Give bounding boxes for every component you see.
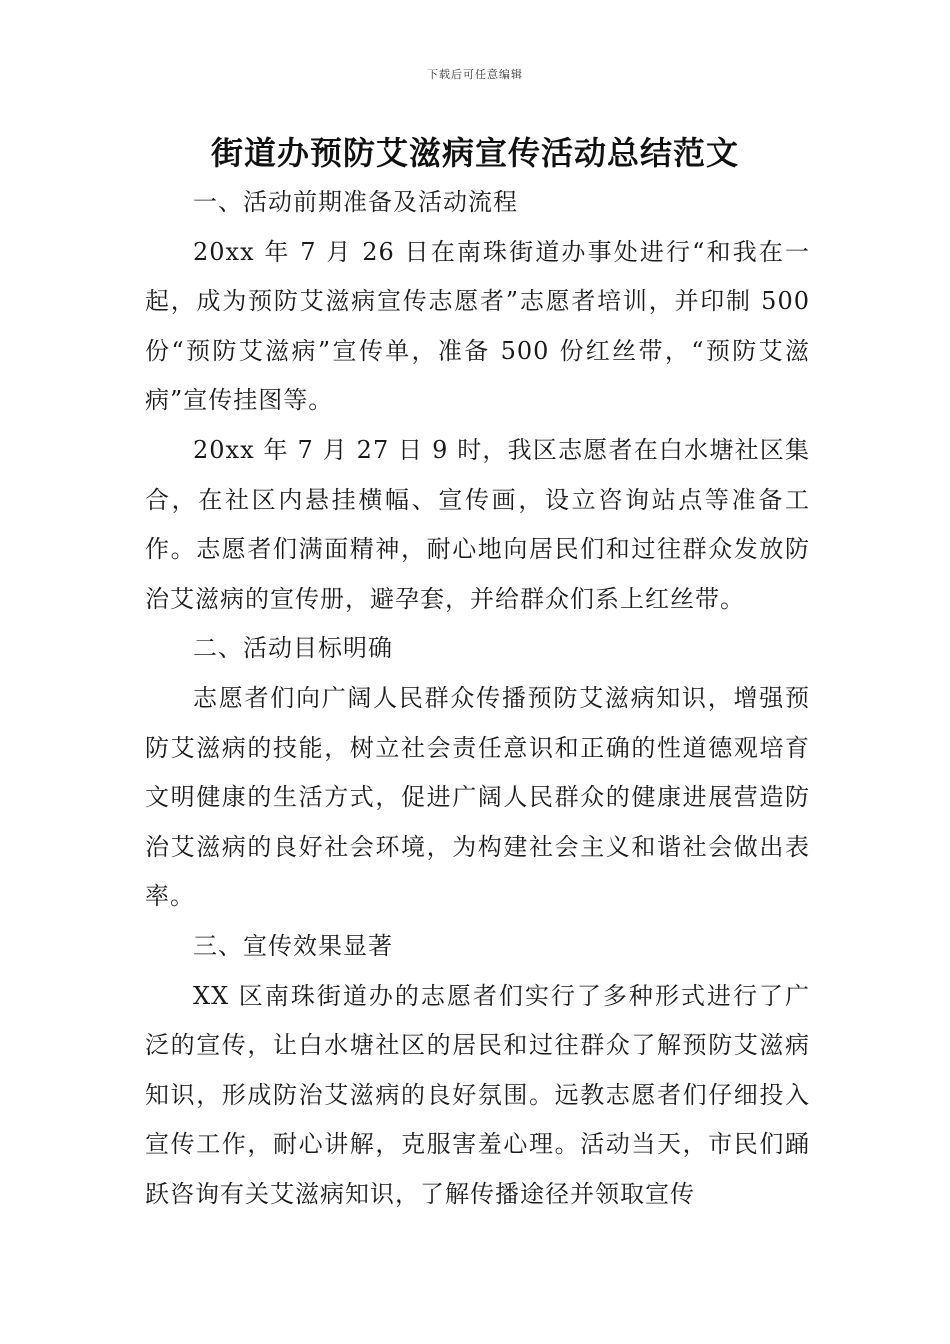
paragraph-effect: XX 区南珠街道办的志愿者们实行了多种形式进行了广泛的宣传，让白水塘社区的居民和过往群众了解预防艾滋病知识，形成防治艾滋病的良好氛围。远教志愿者们仔细投入宣传工作，耐心讲解，克服害羞心理。活动当天，市民们踊跃咨询有关艾滋病知识，了解传播途径并领取宣传 bbox=[145, 981, 810, 1208]
page-title: 街道办预防艾滋病宣传活动总结范文 bbox=[210, 134, 739, 172]
paragraph-training: 20xx 年 7 月 26 日在南珠街道办事处进行“和我在一起，成为预防艾滋病宣传志愿者”志愿者培训，并印制 500 份“预防艾滋病”宣传单，准备 500 份红丝带，“预防艾滋病”宣传挂图等。 bbox=[145, 237, 810, 415]
section-heading-preparation: 一、活动前期准备及活动流程 bbox=[193, 188, 518, 216]
paragraph-event-day: 20xx 年 7 月 27 日 9 时，我区志愿者在白水塘社区集合，在社区内悬挂横幅、宣传画，设立咨询站点等准备工作。志愿者们满面精神，耐心地向居民们和过往群众发放防治艾滋病的宣传册，避孕套，并给群众们系上红丝带。 bbox=[145, 435, 810, 613]
document-body bbox=[145, 178, 810, 1219]
paragraph-goals: 志愿者们向广阔人民群众传播预防艾滋病知识，增强预防艾滋病的技能，树立社会责任意识和正确的性道德观培育文明健康的生活方式，促进广阔人民群众的健康进展营造防治艾滋病的良好社会环境，为构建社会主义和谐社会做出表率。 bbox=[145, 683, 810, 911]
header-note: 下载后可任意编辑 bbox=[427, 68, 523, 81]
section-heading-effect: 三、宣传效果显著 bbox=[193, 931, 393, 960]
section-heading-goals: 二、活动目标明确 bbox=[193, 634, 393, 663]
